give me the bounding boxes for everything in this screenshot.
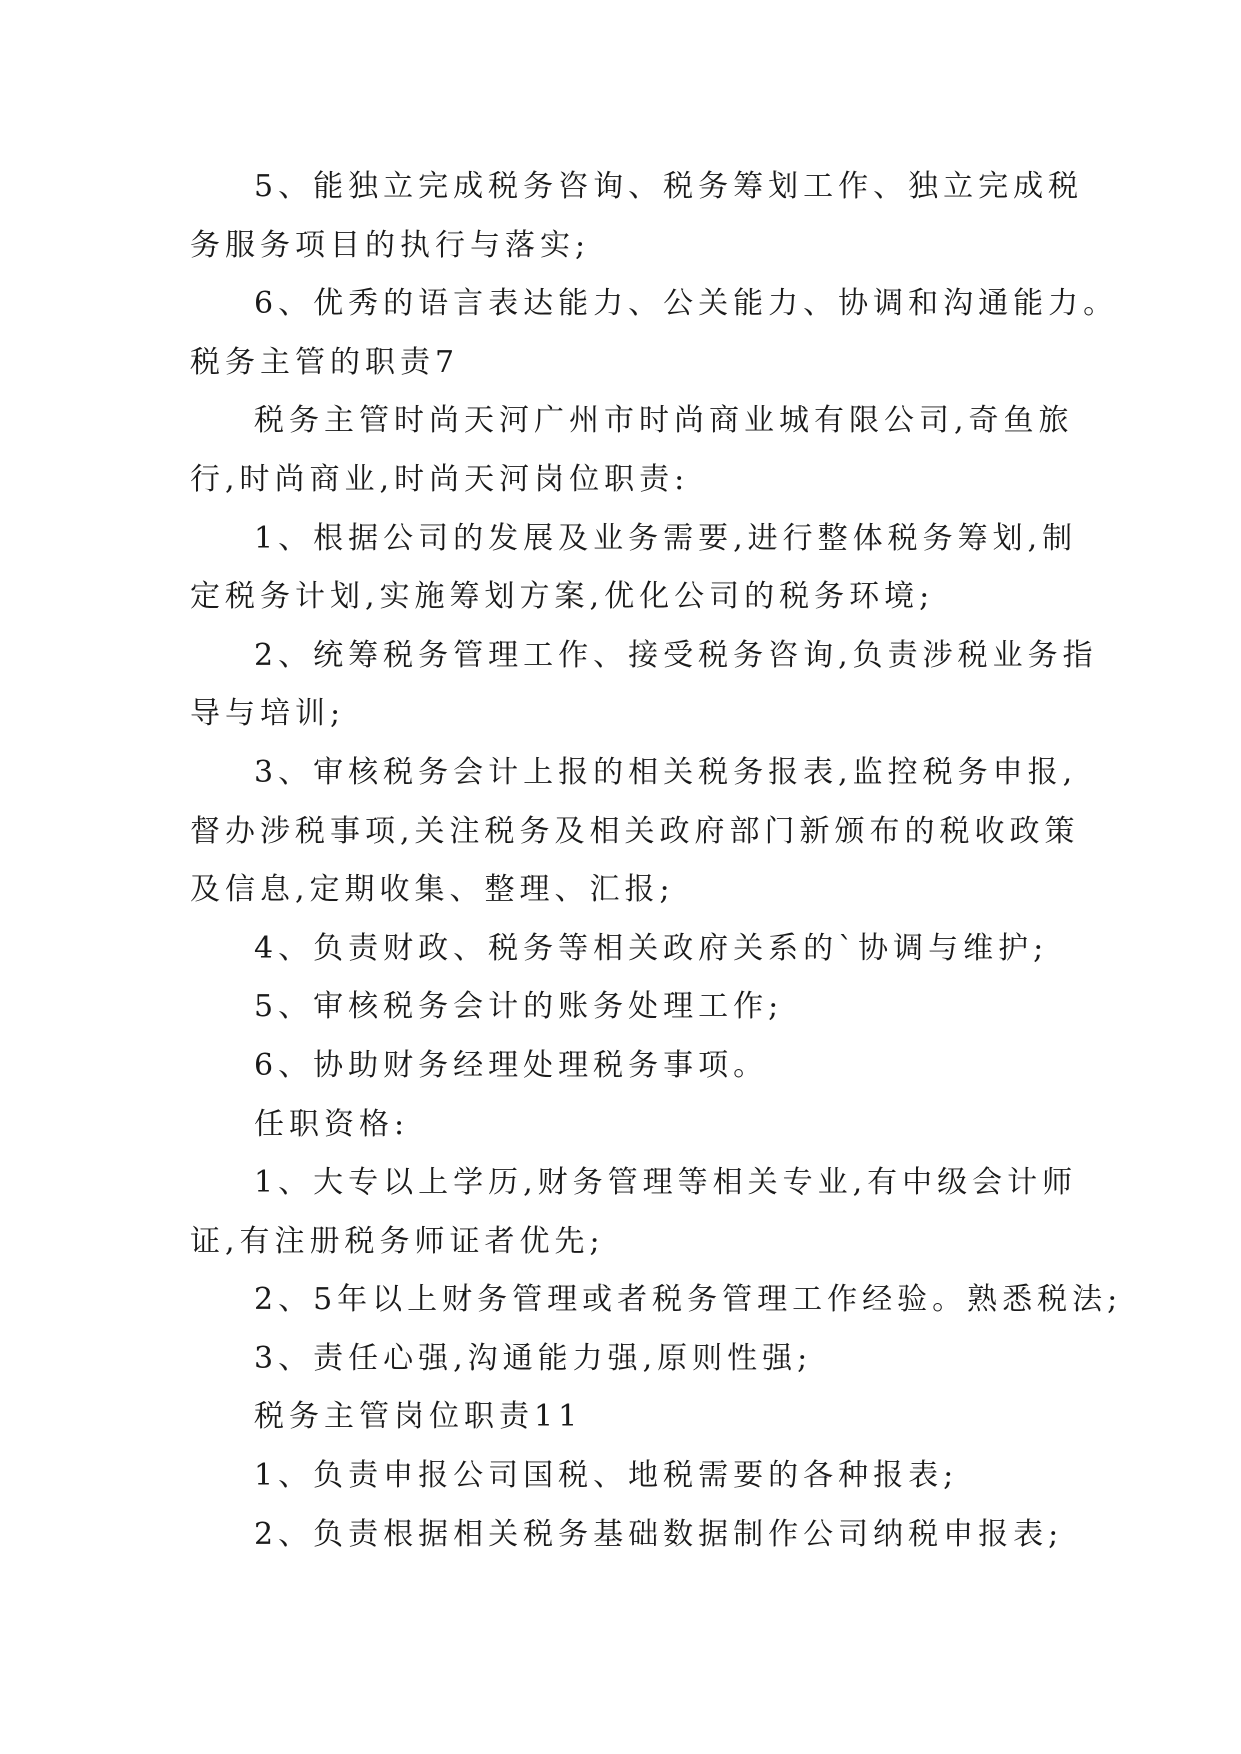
text-line: 行,时尚商业,时尚天河岗位职责: (190, 461, 690, 497)
text-line: 及信息,定期收集、整理、汇报; (190, 872, 675, 908)
text-line: 3、审核税务会计上报的相关税务报表,监控税务申报, (254, 754, 1078, 790)
text-line: 4、负责财政、税务等相关政府关系的`协调与维护; (254, 930, 1049, 966)
text-line: 导与培训; (190, 696, 346, 732)
text-line: 1、负责申报公司国税、地税需要的各种报表; (254, 1458, 959, 1494)
text-line: 2、统筹税务管理工作、接受税务咨询,负责涉税业务指 (254, 637, 1098, 673)
text-line: 5、能独立完成税务咨询、税务筹划工作、独立完成税 (254, 169, 1084, 204)
text-line: 1、大专以上学历,财务管理等相关专业,有中级会计师 (254, 1165, 1078, 1201)
text-line: 6、优秀的语言表达能力、公关能力、协调和沟通能力。 (254, 286, 1119, 322)
text-line: 2、5年以上财务管理或者税务管理工作经验。熟悉税法; (254, 1282, 1123, 1318)
section-heading: 税务主管的职责7 (190, 344, 460, 380)
text-line: 5、审核税务会计的账务处理工作; (254, 989, 784, 1025)
subsection-heading: 任职资格: (254, 1106, 410, 1142)
body-text (190, 158, 1123, 1564)
text-line: 务服务项目的执行与落实; (190, 227, 591, 263)
section-heading: 税务主管岗位职责11 (254, 1399, 583, 1435)
text-line: 税务主管时尚天河广州市时尚商业城有限公司,奇鱼旅 (254, 403, 1074, 439)
text-line: 6、协助财务经理处理税务事项。 (254, 1047, 769, 1083)
text-line: 定税务计划,实施筹划方案,优化公司的税务环境; (190, 579, 935, 615)
text-line: 证,有注册税务师证者优先; (190, 1223, 605, 1259)
text-line: 2、负责根据相关税务基础数据制作公司纳税申报表; (254, 1516, 1064, 1552)
text-line: 督办涉税事项,关注税务及相关政府部门新颁布的税收政策 (190, 813, 1080, 849)
text-line: 1、根据公司的发展及业务需要,进行整体税务筹划,制 (254, 520, 1078, 556)
text-line: 3、责任心强,沟通能力强,原则性强; (254, 1340, 813, 1376)
